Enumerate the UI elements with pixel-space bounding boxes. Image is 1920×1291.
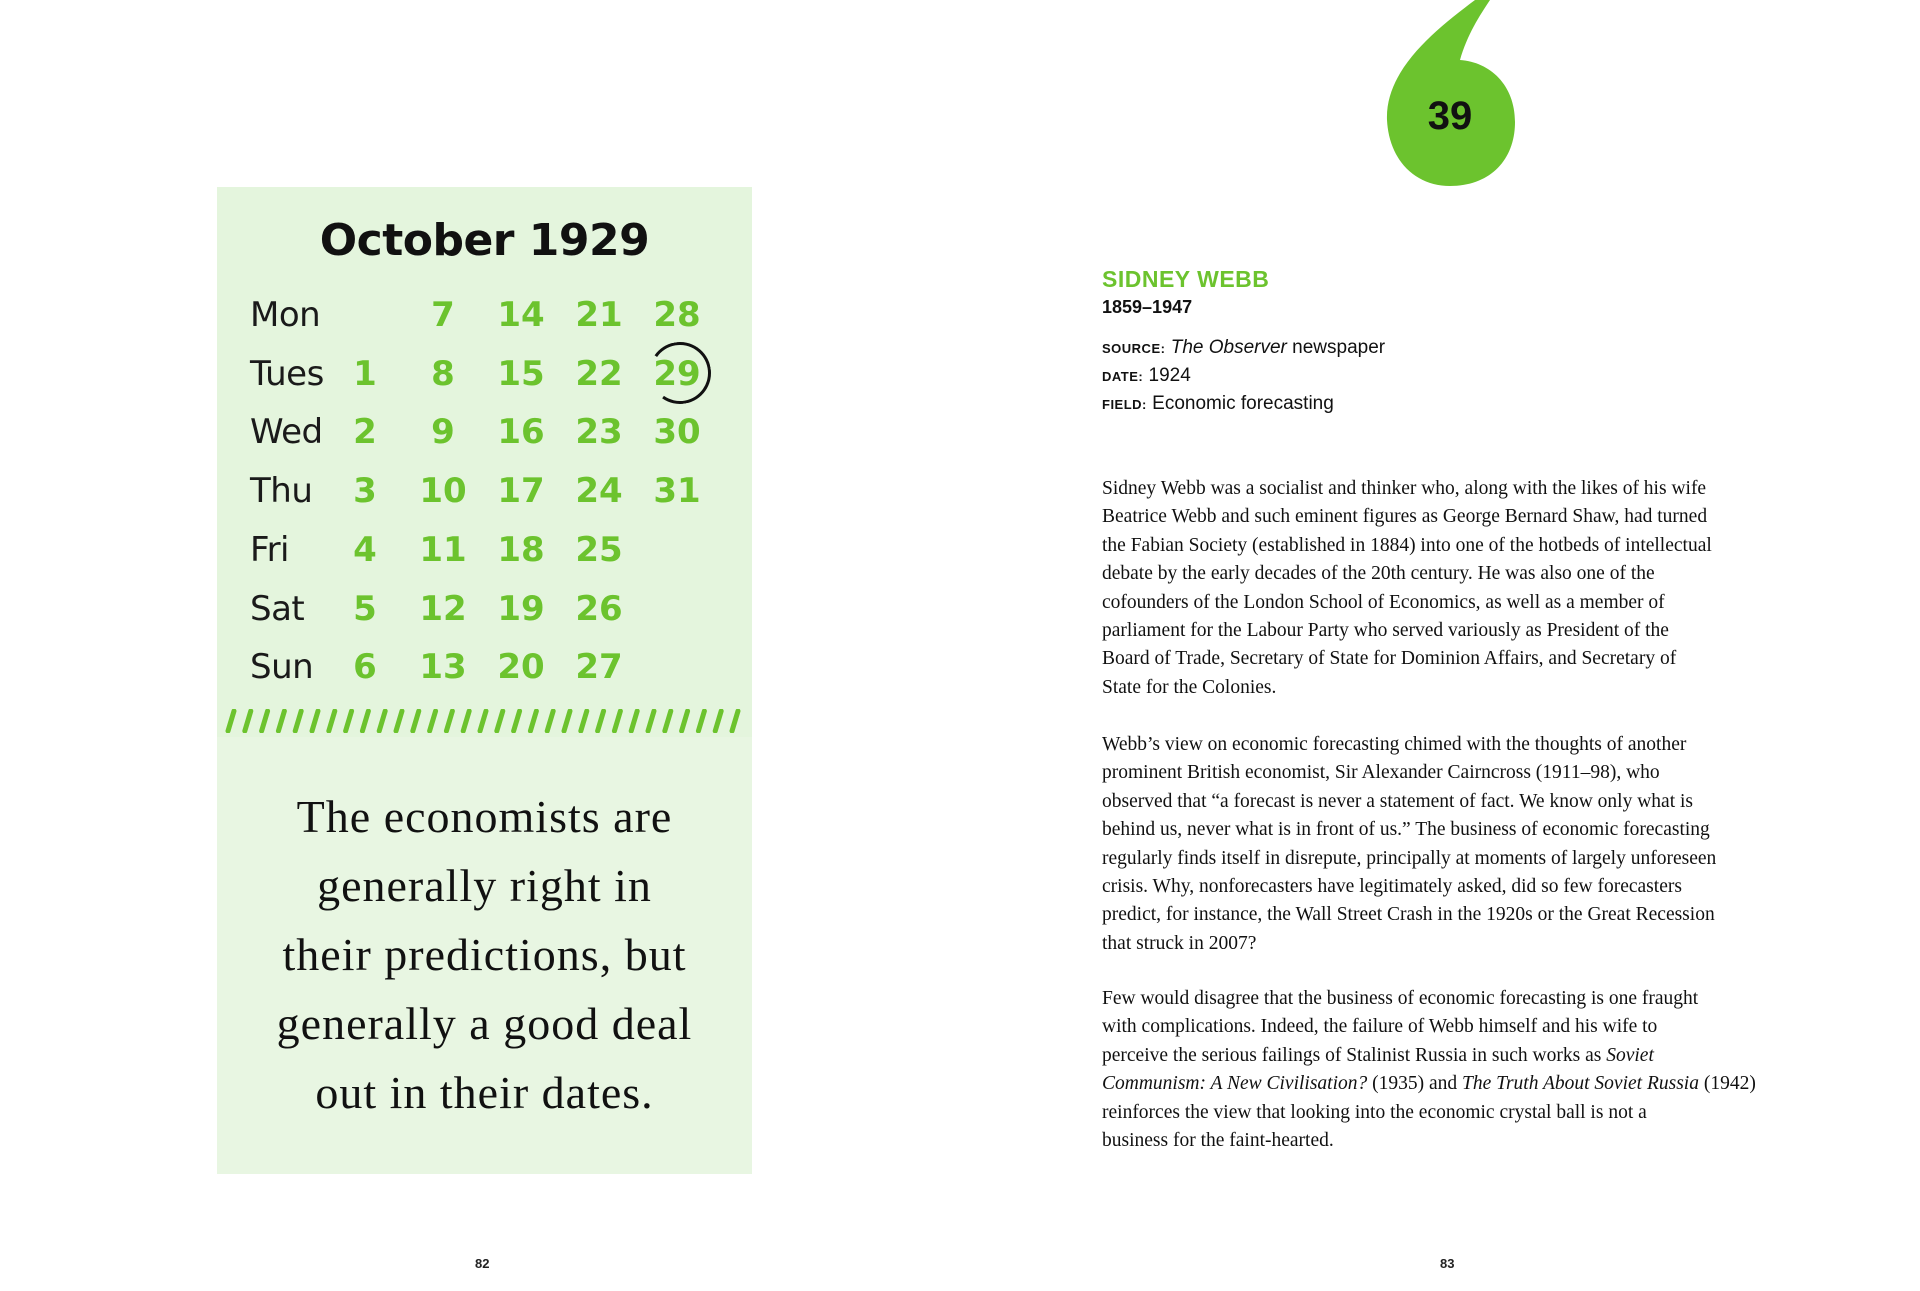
perforation-mark [564, 711, 570, 731]
calendar-row [217, 647, 752, 703]
perforation-mark [413, 711, 419, 731]
body-line: crisis. Why, nonforecasters have legitimately asked, did so few forecasters [1102, 876, 1682, 898]
source-title: The Observer [1170, 337, 1287, 358]
perforation-mark [245, 711, 251, 731]
perforation-mark [581, 711, 587, 731]
calendar-date: 13 [419, 647, 467, 688]
day-label: Wed [250, 412, 323, 453]
body-line: cofounders of the London School of Economics, as well as a member of [1102, 591, 1665, 613]
calendar-row [217, 530, 752, 586]
date-label: DATE: [1102, 369, 1144, 384]
perforation-mark [463, 711, 469, 731]
book-title-italic: Communism: A New Civilisation? [1102, 1073, 1368, 1095]
body-line: predict, for instance, the Wall Street Crash in the 1920s or the Great Recession [1102, 904, 1715, 926]
calendar-date: 14 [497, 295, 545, 335]
person-name: SIDNEY WEBB [1102, 266, 1270, 292]
calendar-date: 24 [575, 471, 623, 512]
calendar-title: October 1929 [319, 215, 650, 266]
body-line: Board of Trade, Secretary of State for Dominion Affairs, and Secretary of [1102, 648, 1677, 670]
page-number-left: 82 [475, 1256, 490, 1271]
field-line [1102, 393, 1334, 415]
field-value: Economic forecasting [1152, 393, 1334, 414]
perforation-mark [547, 711, 553, 731]
perforation-mark [430, 711, 436, 731]
calendar-row [217, 589, 752, 645]
day-label: Mon [250, 295, 321, 335]
calendar-row [217, 471, 752, 527]
body-line: the Fabian Society (established in 1884) into one of the hotbeds of intellectual [1102, 534, 1712, 556]
perforation-mark [262, 711, 268, 731]
body-line: Webb’s view on economic forecasting chimed with the thoughts of another [1102, 734, 1687, 755]
calendar-date: 10 [419, 471, 467, 512]
body-line: business for the faint-hearted. [1102, 1130, 1334, 1152]
calendar-date: 15 [497, 353, 545, 394]
body-line: parliament for the Labour Party who served variously as President of the [1102, 620, 1669, 642]
body-line: Few would disagree that the business of economic forecasting is one fraught [1102, 988, 1699, 1009]
body-line [1102, 1042, 1802, 1070]
perforation-mark [396, 711, 402, 731]
calendar-date: 8 [431, 353, 455, 394]
perforation-mark [295, 711, 301, 731]
body-paragraph-2 [1102, 731, 1802, 958]
body-line: observed that “a forecast is never a statement of fact. We know only what is [1102, 790, 1693, 812]
day-label: Thu [250, 471, 313, 512]
perforation-mark [278, 711, 284, 731]
calendar-date: 28 [653, 295, 701, 335]
source-rest: newspaper [1286, 337, 1386, 358]
day-label: Sat [250, 588, 305, 629]
body-line: Sidney Webb was a socialist and thinker who, along with the likes of his wife [1102, 478, 1707, 499]
calendar-date: 20 [497, 647, 545, 688]
day-label: Tues [250, 353, 324, 394]
body-line: regularly finds itself in disrepute, principally at moments of largely unforeseen [1102, 847, 1717, 869]
perforation-mark [715, 711, 721, 731]
perforation-mark [614, 711, 620, 731]
calendar-date: 4 [353, 529, 377, 570]
calendar-card [217, 187, 752, 1174]
perforation-mark [514, 711, 520, 731]
perforation-mark [698, 711, 704, 731]
perforation-mark [530, 711, 536, 731]
calendar-date: 27 [575, 647, 623, 688]
body-line: Beatrice Webb and such eminent figures as George Bernard Shaw, had turned [1102, 506, 1708, 528]
calendar-date: 5 [353, 588, 377, 629]
body-line: with complications. Indeed, the failure of Webb himself and his wife to [1102, 1016, 1658, 1038]
entry-number: 39 [1427, 94, 1473, 138]
perforation-mark [362, 711, 368, 731]
perforation-mark [329, 711, 335, 731]
quote-line: generally a good deal [276, 998, 693, 1049]
calendar-date: 26 [575, 588, 623, 629]
body-line: debate by the early decades of the 20th century. He was also one of the [1102, 563, 1655, 585]
perforation-mark [631, 711, 637, 731]
calendar-date: 21 [575, 295, 623, 335]
book-title-italic: The Truth About Soviet Russia [1462, 1073, 1699, 1095]
source-label: SOURCE: [1102, 341, 1166, 356]
quote-line: The economists are [296, 791, 673, 842]
calendar-date: 3 [353, 471, 377, 512]
quote-line: their predictions, but [282, 929, 687, 980]
perforation-mark [480, 711, 486, 731]
body-line: behind us, never what is in front of us.” The business of economic forecasting [1102, 819, 1710, 841]
calendar-date: 11 [419, 529, 467, 570]
body-paragraph-3 [1102, 985, 1802, 1155]
day-label: Sun [250, 647, 314, 688]
calendar-date: 23 [575, 412, 623, 453]
perforation-mark [598, 711, 604, 731]
calendar-row [217, 412, 752, 468]
calendar-date: 1 [353, 353, 377, 394]
perforation-mark [682, 711, 688, 731]
calendar-date: 17 [497, 471, 545, 512]
body-line: that struck in 2007? [1102, 932, 1257, 954]
perforation-mark [228, 711, 234, 731]
field-label: FIELD: [1102, 397, 1147, 412]
perforation-mark [312, 711, 318, 731]
calendar-date: 12 [419, 588, 467, 629]
calendar-date: 9 [431, 412, 455, 453]
perforation-mark [446, 711, 452, 731]
body-text-run: perceive the serious failings of Stalinist Russia in such works as [1102, 1044, 1607, 1066]
calendar-date: 2 [353, 412, 377, 453]
day-label: Fri [250, 529, 290, 570]
date-value: 1924 [1148, 365, 1191, 386]
book-title-italic: Soviet [1606, 1044, 1654, 1066]
perforation-mark [497, 711, 503, 731]
calendar-date: 18 [497, 529, 545, 570]
perforation-line [217, 709, 752, 733]
body-line [1102, 1070, 1802, 1098]
body-text-run: (1935) and [1367, 1073, 1463, 1095]
perforation-mark [346, 711, 352, 731]
quote-line: generally right in [317, 860, 652, 911]
calendar-date: 31 [653, 471, 701, 512]
perforation-mark [665, 711, 671, 731]
calendar-date: 30 [653, 412, 701, 453]
calendar-date: 29 [653, 353, 701, 394]
body-line: State for the Colonies. [1102, 676, 1277, 698]
page-number-right: 83 [1440, 1256, 1455, 1271]
perforation-mark [648, 711, 654, 731]
calendar-date: 25 [575, 529, 623, 570]
body-line: prominent British economist, Sir Alexander Cairncross (1911–98), who [1102, 762, 1660, 784]
calendar-date: 7 [431, 295, 455, 335]
quote-line: out in their dates. [315, 1067, 654, 1118]
calendar-date: 16 [497, 412, 545, 453]
calendar-date: 6 [353, 647, 377, 688]
person-years: 1859–1947 [1102, 297, 1193, 317]
body-paragraph-1 [1102, 475, 1802, 702]
source-line [1102, 337, 1385, 359]
quote-text [227, 782, 742, 1127]
body-line: reinforces the view that looking into the economic crystal ball is not a [1102, 1101, 1647, 1123]
calendar-date: 19 [497, 588, 545, 629]
perforation-mark [379, 711, 385, 731]
perforation-mark [732, 711, 738, 731]
date-line [1102, 365, 1191, 387]
calendar-date: 22 [575, 353, 623, 394]
body-text-run: (1942) [1698, 1073, 1756, 1095]
